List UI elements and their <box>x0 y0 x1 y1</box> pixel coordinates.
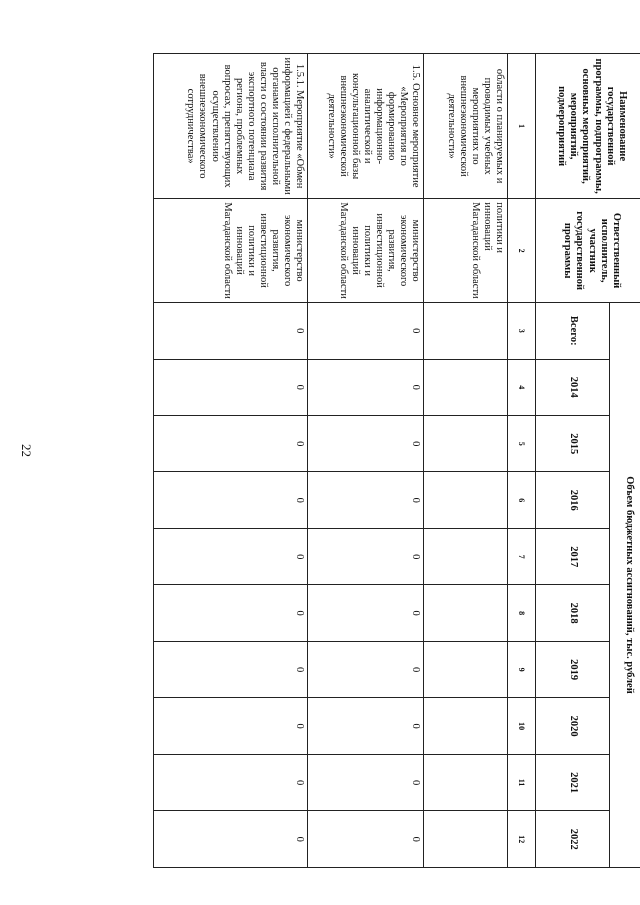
row-value: 0 <box>308 472 424 528</box>
row-responsible: министерство экономического развития, инвестиционной политики и инноваций Магаданской области <box>154 199 308 303</box>
row-value: 0 <box>154 303 308 359</box>
header-year: 2016 <box>536 472 610 528</box>
column-number: 9 <box>508 641 536 697</box>
row-value <box>424 585 508 641</box>
budget-table <box>153 53 640 868</box>
row-name: 1.5.1. Мероприятие «Обмен информацией с федеральными органами исполнительной власти о состоянии развития экспортного потенциала региона, проблемных вопросах, препятствующих осуществлению внешнеэкономического сотрудничества» <box>154 54 308 199</box>
table-row <box>308 54 424 868</box>
row-value <box>424 754 508 810</box>
row-value: 0 <box>308 698 424 754</box>
row-value: 0 <box>308 528 424 584</box>
row-value <box>424 528 508 584</box>
row-value: 0 <box>308 359 424 415</box>
row-value: 0 <box>154 359 308 415</box>
row-value: 0 <box>308 811 424 868</box>
row-value <box>424 698 508 754</box>
column-number: 5 <box>508 415 536 471</box>
column-number: 12 <box>508 811 536 868</box>
header-total: Всего: <box>536 303 610 359</box>
row-value <box>424 472 508 528</box>
column-number: 3 <box>508 303 536 359</box>
header-responsible: Ответственный исполнитель, участник государственной программы <box>536 199 640 303</box>
rotated-page <box>98 53 640 868</box>
row-value: 0 <box>154 811 308 868</box>
column-number: 6 <box>508 472 536 528</box>
header-budget: Объем бюджетных ассигнований, тыс. рублей <box>610 303 640 868</box>
column-number: 1 <box>508 54 536 199</box>
column-number: 11 <box>508 754 536 810</box>
table-row <box>154 54 308 868</box>
page-number: 22 <box>19 444 34 457</box>
row-value: 0 <box>154 415 308 471</box>
header-program-name: Наименование государственной программы, подпрограммы, основных мероприятий, мероприятий, подмероприятий <box>536 54 640 199</box>
column-number: 8 <box>508 585 536 641</box>
header-year: 2020 <box>536 698 610 754</box>
table-row <box>424 54 508 868</box>
header-year: 2014 <box>536 359 610 415</box>
row-value <box>424 641 508 697</box>
column-number: 4 <box>508 359 536 415</box>
row-value: 0 <box>308 754 424 810</box>
header-year: 2022 <box>536 811 610 868</box>
row-value: 0 <box>308 585 424 641</box>
header-year: 2019 <box>536 641 610 697</box>
row-value: 0 <box>154 472 308 528</box>
row-value: 0 <box>154 641 308 697</box>
row-value <box>424 359 508 415</box>
row-name: 1.5. Основное мероприятие «Мероприятия по формированию информационно-аналитической и консультационной базы внешнеэкономической деятельности» <box>308 54 424 199</box>
header-year: 2021 <box>536 754 610 810</box>
column-number: 7 <box>508 528 536 584</box>
row-value: 0 <box>154 698 308 754</box>
column-number: 10 <box>508 698 536 754</box>
row-value: 0 <box>154 585 308 641</box>
row-value <box>424 303 508 359</box>
row-value: 0 <box>308 303 424 359</box>
row-responsible: политики и инноваций Магаданской области <box>424 199 508 303</box>
row-value <box>424 811 508 868</box>
row-value: 0 <box>308 641 424 697</box>
row-name: области о планируемых и проводимых учебных мероприятиях по внешнеэкономической деятельности» <box>424 54 508 199</box>
header-year: 2015 <box>536 415 610 471</box>
row-value: 0 <box>308 415 424 471</box>
row-value: 0 <box>154 754 308 810</box>
column-number: 2 <box>508 199 536 303</box>
row-responsible: министерство экономического развития, инвестиционной политики и инноваций Магаданской области <box>308 199 424 303</box>
header-year: 2017 <box>536 528 610 584</box>
row-value: 0 <box>154 528 308 584</box>
row-value <box>424 415 508 471</box>
header-year: 2018 <box>536 585 610 641</box>
